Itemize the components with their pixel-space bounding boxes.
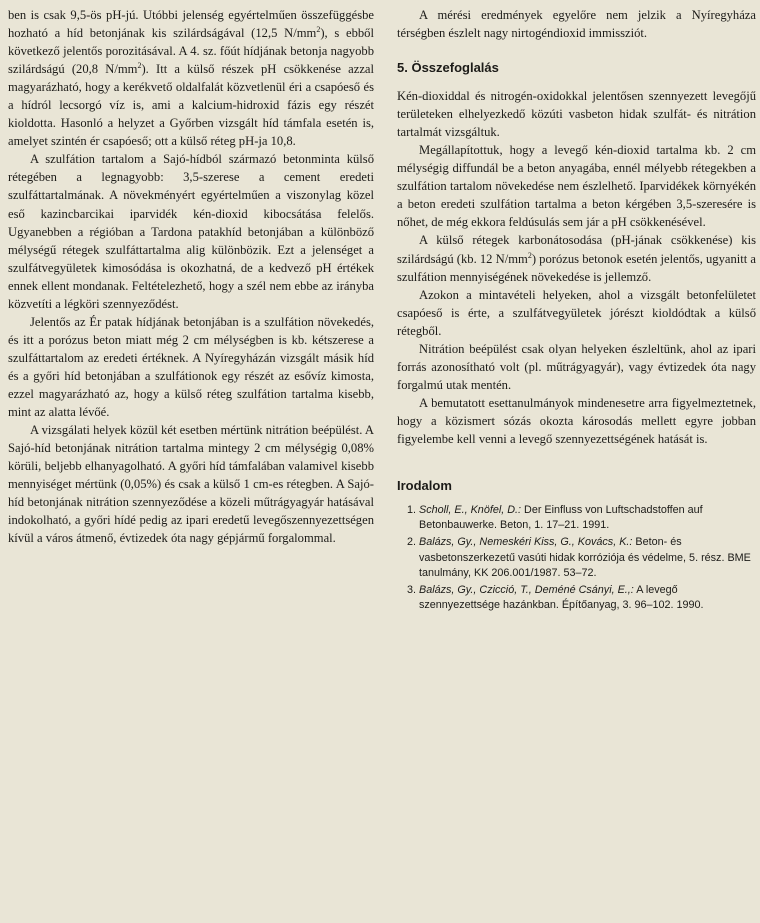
paragraph: A mérési eredmények egyelőre nem jelzik a Nyíregyháza térségben észlelt nagy nirtogéndioxid immissziót.: [397, 8, 756, 41]
left-column: [8, 6, 374, 547]
paragraph: Azokon a mintavételi helyeken, ahol a vizsgált betonfelületet csapóeső is érte, a szulfátvegyületek jórészt kioldódtak a külső rétegből.: [397, 287, 756, 338]
reference-list: [397, 503, 756, 613]
paragraph: Jelentős az Ér patak hídjának betonjában is a szulfátion növekedés, és itt a porózus beton miatt még 2 cm mélységben is kb. kétszerese a szulfáttartalom az eredeti értéknek. A Nyíregyházán vizsgált másik híd és a győri híd betonjában a szulfátionok egy részét az esővíz kimosta, ezzel magyarázható az, hogy a külső réteg szulfátion tartalma kisebb, mint az alatta lévőé.: [8, 314, 374, 420]
right-column: [397, 6, 756, 615]
paragraph: ben is csak 9,5-ös pH-jú. Utóbbi jelenség egyértelműen összefüggésbe hozható a híd betonjának kis szilárdságával (12,5 $N/mm^2$), s ebből következő jelentős porozitásával. A 4. sz. főút hídjának betonja nagyobb szilárdságú (20,8 $N/mm^2$). Itt a külső részek pH csökkenése azzal magyarázható, hogy a kerékvető oldalfalát közvetlenül éri a csapóeső és a hídról lecsorgó víz is, ami a kalcium-hidroxid fázis egy részét kioldotta. Hasonló a helyzet a Győrben vizsgált híd támfala esetén is, amelyet szintén ér csapóeső; ott a külső réteg pH-ja 10,8.: [8, 8, 374, 149]
reference-item: 1. Scholl, E., Knöfel, D.: Der Einfluss von Luftschadstoffen auf Betonbauwerke. Beton, 1. 17–21. 1991.: [419, 503, 756, 533]
paragraph: Nitrátion beépülést csak olyan helyeken észleltünk, ahol az ipari forrás azonosítható volt (pl. műtrágyagyár), vagy évtizedek óta nagy forgalmú utak mentén.: [397, 341, 756, 392]
section-heading: 5. Összefoglalás: [397, 60, 499, 76]
paragraph: A külső rétegek karbonátosodása (pH-jának csökkenése) kis szilárdságú (kb. 12 $N/mm^2$) porózus betonok esetén jelentős, ugyanitt a szulfátion mennyiségének növekedése is jellemző.: [397, 233, 757, 284]
paragraph: Kén-dioxiddal és nitrogén-oxidokkal jelentősen szennyezett levegőjű területeken elhelyezkedő közúti vasbeton hidak szulfát- és nitrátion tartalmát vizsgáltuk.: [397, 89, 756, 140]
paragraph: A szulfátion tartalom a Sajó-hídból származó betonminta külső rétegében a legnagyobb: 3,5-szerese a cement eredeti szulfáttartalmának. A növekményért egyértelműen a viszonylag közel eső kazincbarcikai iparvidék kén-dioxid kibocsátása felelős. Ugyanebben a régióban a Tardona patakhíd betonjában a különböző mélységű rétegek szulfáttartalma alig különbözik. Ezt a jelenséget a szulfátvegyületek kimosódása is okozhatná, de a kedvező pH értékek ennek ellent mondanak. Feltételezhető, hogy a szél nem ebbe az irányba közvetíti a légköri szennyeződést.: [8, 152, 374, 311]
reference-item: 2. Balázs, Gy., Nemeskéri Kiss, G., Kovács, K.: Beton- és vasbetonszerkezetű vasúti hidak korróziója és védelme, 5. rész. BME tanulmány, KK 206.001/1987. 53–72.: [419, 535, 756, 581]
paragraph: A vizsgálati helyek közül két esetben mértünk nitrátion beépülést. A Sajó-híd betonjának nitrátion tartalma mintegy 2 cm mélységig 0,08% körüli, beljebb elhanyagolható. A győri híd támfalában valamivel kisebb mennyiséget mértünk (0,05%) és csak a külső 1 cm-es rétegben. A Sajó-híd betonjának nitrátion szennyeződése a közeli műtrágyagyár hatásával indokolható, a győri hídé pedig az ipari eredetű levegőszennyezettségen kívül a város átmenő, évtizedek óta nagy gépjármű forgalommal.: [8, 423, 374, 546]
paragraph: Megállapítottuk, hogy a levegő kén-dioxid tartalma kb. 2 cm mélységig diffundál be a beton anyagába, ennél mélyebb rétegekben a szulfátion tartalom növekedése nem észlelhető. Iparvidékek környékén a beton eredeti szulfátion tartalma a beton kérgében 3,5-szeresére is nőhet, de még ekkora feldúsulás sem jár a pH csökkenésével.: [397, 143, 756, 230]
references-heading: Irodalom: [397, 478, 452, 494]
paragraph: A bemutatott esettanulmányok mindenesetre arra figyelmeztetnek, hogy a közismert sózás okozta károsodás mellett egyre jobban figyelembe kell venni a levegő szennyezettségének hatását is.: [397, 395, 756, 446]
reference-item: 3. Balázs, Gy., Czicció, T., Deméné Csányi, E.,: A levegő szennyezettsége hazánkban. Építőanyag, 3. 96–102. 1990.: [419, 583, 756, 613]
